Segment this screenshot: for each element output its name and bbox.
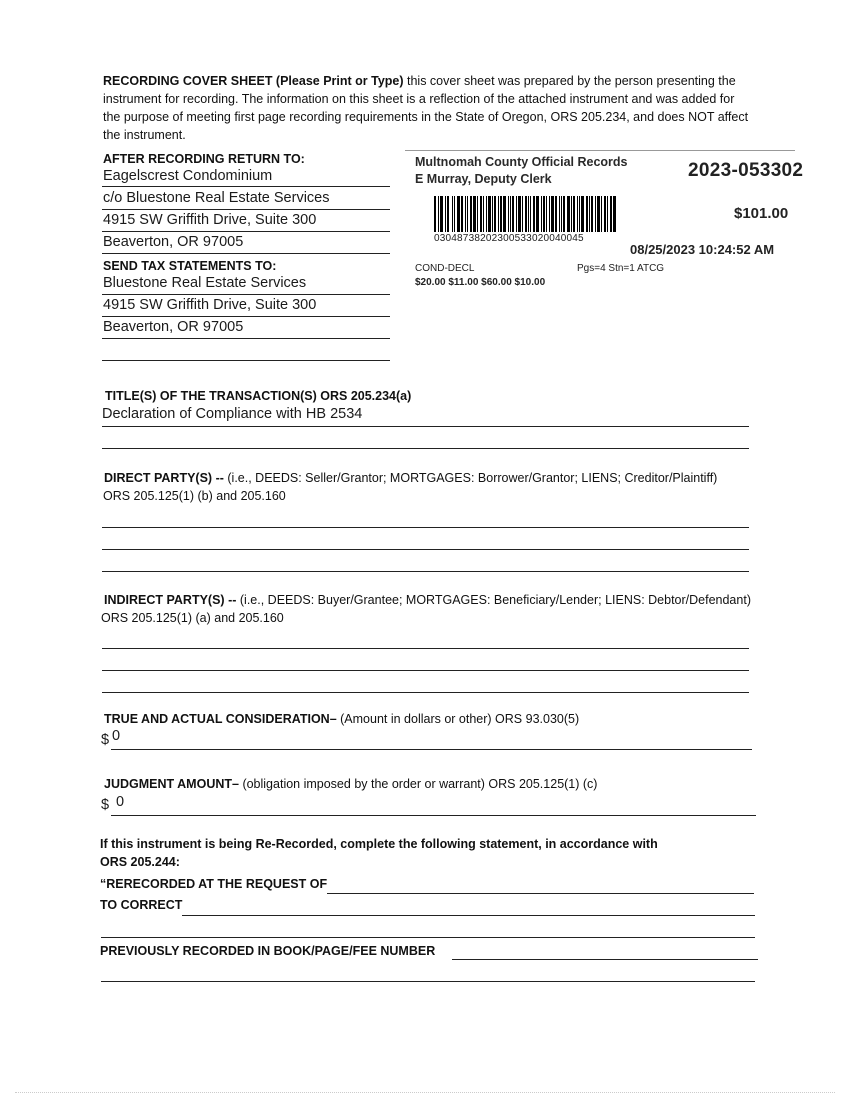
header-line-2: instrument for recording. The information on this sheet is a reflection of the attached instrument and was added for <box>103 92 735 106</box>
rerecord-correct-label: TO CORRECT <box>100 898 183 912</box>
document-number: 2023-053302 <box>688 160 804 181</box>
cover-sheet-title: RECORDING COVER SHEET (Please Print or Type) <box>103 74 404 88</box>
rule <box>101 981 755 982</box>
consideration-heading <box>104 712 579 726</box>
header-line-1: this cover sheet was prepared by the person presenting the <box>403 74 736 88</box>
judgment-label: JUDGMENT AMOUNT– <box>104 777 239 791</box>
barcode-number: 03048738202300533020040045 <box>434 233 584 244</box>
rule <box>111 815 756 816</box>
judgment-desc: (obligation imposed by the order or warrant) ORS 205.125(1) (c) <box>238 777 598 791</box>
previously-recorded-label: PREVIOUSLY RECORDED IN BOOK/PAGE/FEE NUMBER <box>100 944 436 958</box>
recording-datetime: 08/25/2023 10:24:52 AM <box>630 242 775 257</box>
return-to-line-1: Eagelscrest Condominium <box>103 168 273 184</box>
stamp-clerk: E Murray, Deputy Clerk <box>415 172 552 186</box>
scan-artifact <box>15 1092 835 1093</box>
header-paragraph <box>103 72 783 144</box>
judgment-heading <box>104 777 597 791</box>
judgment-currency: $ <box>101 797 110 813</box>
rerecord-request-label: “RERECORDED AT THE REQUEST OF <box>100 877 328 891</box>
barcode <box>434 196 696 232</box>
consideration-label: TRUE AND ACTUAL CONSIDERATION– <box>104 712 337 726</box>
header-line-4: the instrument. <box>103 128 186 142</box>
rule <box>102 670 749 671</box>
indirect-party-label: INDIRECT PARTY(S) -- <box>104 593 237 607</box>
consideration-currency: $ <box>101 732 110 748</box>
indirect-party-desc: (i.e., DEEDS: Buyer/Grantee; MORTGAGES: Beneficiary/Lender; LIENS: Debtor/Defendant) <box>236 593 751 607</box>
rule <box>102 360 390 361</box>
tax-to-line-1: Bluestone Real Estate Services <box>103 275 307 291</box>
recording-stamp <box>412 150 812 290</box>
direct-party-ors: ORS 205.125(1) (b) and 205.160 <box>103 489 286 503</box>
direct-party-desc: (i.e., DEEDS: Seller/Grantor; MORTGAGES: Borrower/Grantor; LIENS; Creditor/Plaintiff) <box>223 471 718 485</box>
stamp-top-rule <box>405 150 795 151</box>
rule <box>102 692 749 693</box>
indirect-party-ors: ORS 205.125(1) (a) and 205.160 <box>101 611 284 625</box>
rule <box>101 937 755 938</box>
rule <box>111 749 752 750</box>
indirect-party-heading <box>104 593 751 607</box>
rule <box>452 959 758 960</box>
return-to-line-2: c/o Bluestone Real Estate Services <box>103 190 330 206</box>
rule <box>182 915 755 916</box>
consideration-desc: (Amount in dollars or other) ORS 93.030(5) <box>336 712 580 726</box>
rerecord-intro-2: ORS 205.244: <box>100 855 180 869</box>
header-line-3: the purpose of meeting first page recording requirements in the State of Oregon, ORS 205.234, and does NOT affect <box>103 110 749 124</box>
tax-to-line-3: Beaverton, OR 97005 <box>103 319 244 335</box>
consideration-value: 0 <box>112 728 121 744</box>
return-to-label: AFTER RECORDING RETURN TO: <box>103 152 305 166</box>
rerecord-intro-1: If this instrument is being Re-Recorded, complete the following statement, in accordance with <box>100 837 658 851</box>
direct-party-label: DIRECT PARTY(S) -- <box>104 471 224 485</box>
document-type: COND-DECL <box>415 263 475 274</box>
return-to-line-3: 4915 SW Griffith Drive, Suite 300 <box>103 212 317 228</box>
page-count: Pgs=4 Stn=1 ATCG <box>577 263 665 274</box>
rule <box>102 338 390 339</box>
rule <box>102 527 749 528</box>
rule <box>102 448 749 449</box>
rule <box>102 648 749 649</box>
tax-to-line-2: 4915 SW Griffith Drive, Suite 300 <box>103 297 317 313</box>
rule <box>102 426 749 427</box>
direct-party-heading <box>104 471 717 485</box>
rule <box>102 549 749 550</box>
rule <box>102 253 390 254</box>
return-to-line-4: Beaverton, OR 97005 <box>103 234 244 250</box>
title-label: TITLE(S) OF THE TRANSACTION(S) ORS 205.234(a) <box>105 389 412 403</box>
fee-total: $101.00 <box>734 205 789 222</box>
rule <box>102 571 749 572</box>
title-value: Declaration of Compliance with HB 2534 <box>102 406 363 422</box>
tax-statements-label: SEND TAX STATEMENTS TO: <box>103 259 277 273</box>
stamp-office: Multnomah County Official Records <box>415 155 628 169</box>
fee-breakdown: $20.00 $11.00 $60.00 $10.00 <box>415 277 546 288</box>
rule <box>102 186 390 187</box>
rule <box>327 893 754 894</box>
judgment-value: 0 <box>116 794 125 810</box>
